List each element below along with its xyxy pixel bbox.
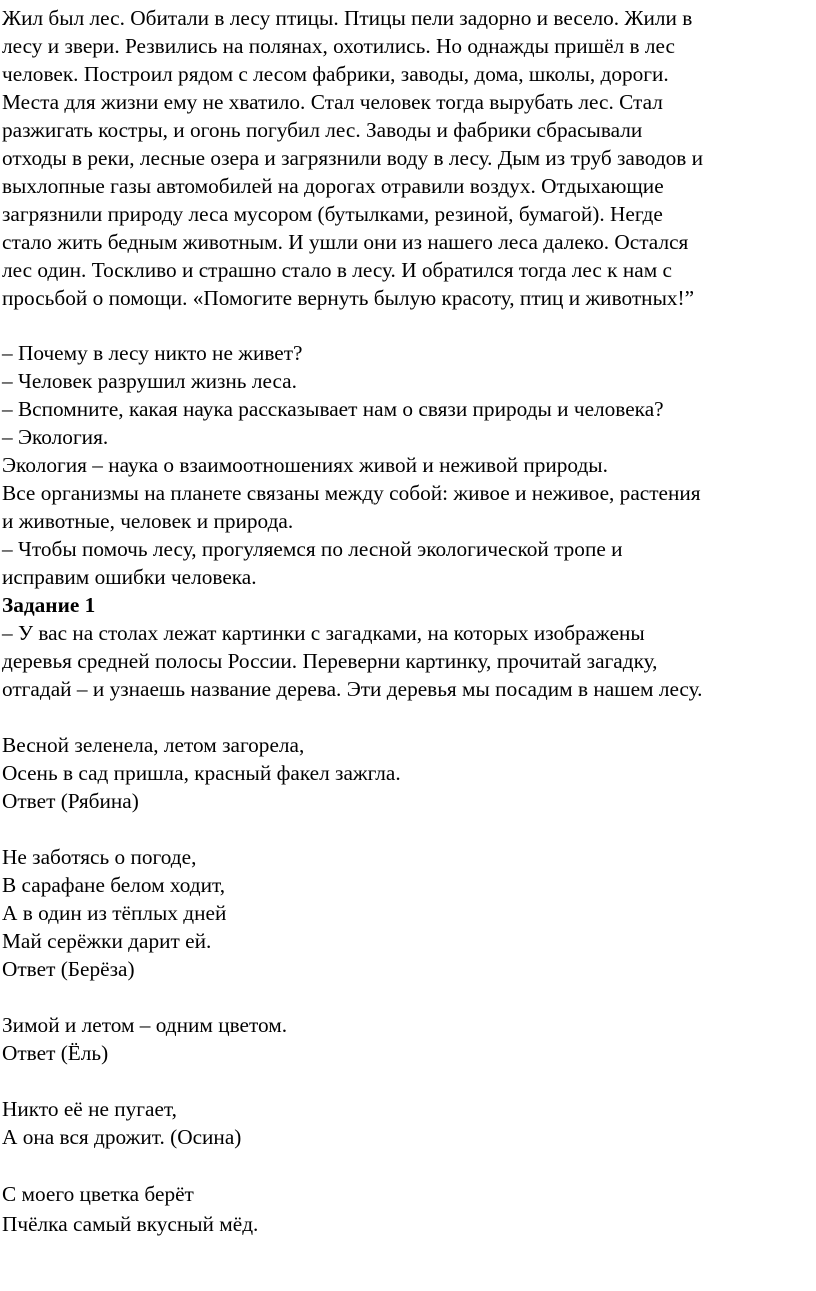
intro-line: лесу и звери. Резвились на полянах, охотились. Но однажды пришёл в лес — [2, 34, 675, 58]
riddle-line: Пчёлка самый вкусный мёд. — [2, 1212, 259, 1236]
riddle-answer: Ответ (Рябина) — [2, 789, 139, 813]
dialogue-line: – Человек разрушил жизнь леса. — [2, 369, 297, 393]
intro-line: разжигать костры, и огонь погубил лес. Заводы и фабрики сбрасывали — [2, 118, 643, 142]
riddle-spruce — [2, 1011, 812, 1067]
task-heading: Задание 1 — [2, 593, 96, 617]
intro-line: человек. Построил рядом с лесом фабрики, заводы, дома, школы, дороги. — [2, 62, 669, 86]
dialogue-line: – Чтобы помочь лесу, прогуляемся по лесной экологической тропе и — [2, 537, 623, 561]
intro-line: загрязнили природу леса мусором (бутылками, резиной, бумагой). Негде — [2, 202, 663, 226]
dialogue-line: – Экология. — [2, 425, 109, 449]
intro-line: Жил был лес. Обитали в лесу птицы. Птицы пели задорно и весело. Жили в — [2, 6, 693, 30]
riddle-answer: Ответ (Берёза) — [2, 957, 135, 981]
dialogue-line: – Почему в лесу никто не живет? — [2, 341, 303, 365]
riddle-answer: Ответ (Ёль) — [2, 1041, 109, 1065]
riddle-aspen — [2, 1095, 812, 1151]
task-line: деревья средней полосы России. Переверни картинку, прочитай загадку, — [2, 649, 658, 673]
riddle-line: Весной зеленела, летом загорела, — [2, 733, 305, 757]
riddle-line: Не заботясь о погоде, — [2, 845, 197, 869]
riddle-line: А в один из тёплых дней — [2, 901, 227, 925]
dialogue-line: Все организмы на планете связаны между собой: живое и неживое, растения — [2, 481, 701, 505]
riddle-flower — [2, 1180, 812, 1238]
intro-line: стало жить бедным животным. И ушли они из нашего леса далеко. Остался — [2, 230, 689, 254]
dialogue-line: и животные, человек и природа. — [2, 509, 294, 533]
riddle-line: В сарафане белом ходит, — [2, 873, 226, 897]
task-line: отгадай – и узнаешь название дерева. Эти деревья мы посадим в нашем лесу. — [2, 677, 703, 701]
riddle-line: Зимой и летом – одним цветом. — [2, 1013, 288, 1037]
riddle-line: Никто её не пугает, — [2, 1097, 177, 1121]
riddle-line: Осень в сад пришла, красный факел зажгла. — [2, 761, 401, 785]
riddle-rowan — [2, 731, 812, 815]
intro-paragraph — [2, 4, 812, 312]
riddle-line: А она вся дрожит. (Осина) — [2, 1125, 242, 1149]
riddle-line: Май серёжки дарит ей. — [2, 929, 212, 953]
dialogue-line: – Вспомните, какая наука рассказывает нам о связи природы и человека? — [2, 397, 664, 421]
dialogue-line: исправим ошибки человека. — [2, 565, 257, 589]
intro-line: отходы в реки, лесные озера и загрязнили воду в лесу. Дым из труб заводов и — [2, 146, 704, 170]
intro-line: Места для жизни ему не хватило. Стал человек тогда вырубать лес. Стал — [2, 90, 663, 114]
task-line: – У вас на столах лежат картинки с загадками, на которых изображены — [2, 621, 645, 645]
intro-line: лес один. Тоскливо и страшно стало в лесу. И обратился тогда лес к нам с — [2, 258, 672, 282]
dialogue-line: Экология – наука о взаимоотношениях живой и неживой природы. — [2, 453, 608, 477]
intro-line: выхлопные газы автомобилей на дорогах отравили воздух. Отдыхающие — [2, 174, 664, 198]
intro-line: просьбой о помощи. «Помогите вернуть былую красоту, птиц и животных!” — [2, 286, 695, 310]
dialogue-section — [2, 339, 812, 703]
riddle-birch — [2, 843, 812, 983]
riddle-line: С моего цветка берёт — [2, 1182, 194, 1206]
